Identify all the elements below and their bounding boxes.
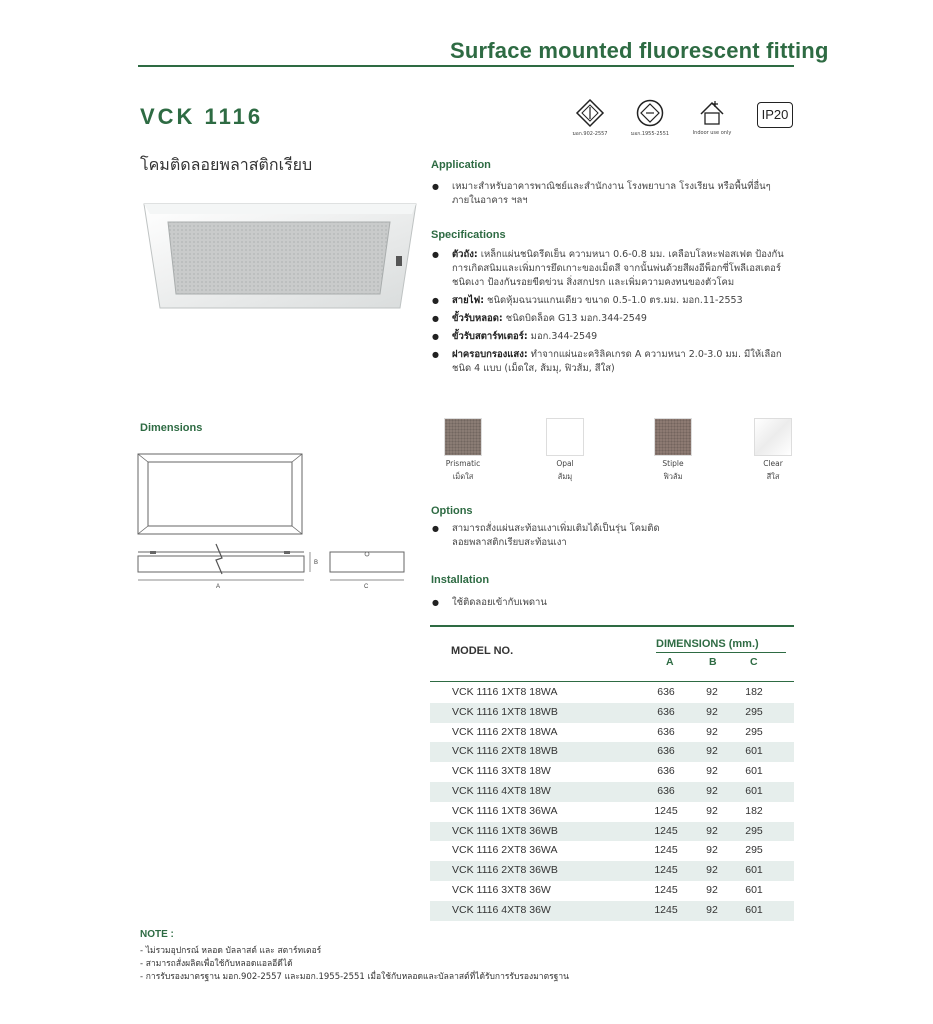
cell-b: 92 <box>706 883 718 896</box>
table-row <box>430 802 794 822</box>
spec-item-wiring <box>430 294 794 308</box>
cell-model: VCK 1116 3XT8 36W <box>452 883 551 896</box>
specifications-heading: Specifications <box>431 229 506 241</box>
application-heading: Application <box>431 159 491 171</box>
cell-b: 92 <box>706 844 718 857</box>
application-list <box>430 180 790 212</box>
tis-ul-mark-icon <box>635 98 665 128</box>
table-row <box>430 841 794 861</box>
cell-model: VCK 1116 3XT8 18W <box>452 765 551 778</box>
note-item: - สามารถสั่งผลิตเพื่อใช้กับหลอดแอลอีดีได้ <box>140 958 569 971</box>
cell-model: VCK 1116 2XT8 18WA <box>452 725 558 738</box>
spec-item-diffuser <box>430 348 794 376</box>
cell-c: 295 <box>745 824 763 837</box>
cell-c: 601 <box>745 765 763 778</box>
cell-a: 636 <box>657 765 675 778</box>
table-row <box>430 861 794 881</box>
cell-model: VCK 1116 1XT8 18WA <box>452 686 558 698</box>
table-row <box>430 822 794 842</box>
table-row <box>430 881 794 901</box>
diffuser-sample-stiple <box>648 418 698 482</box>
cell-a: 1245 <box>654 903 678 916</box>
certification-marks <box>565 98 797 142</box>
spec-value: ชนิดบิดล็อค G13 มอก.344-2549 <box>502 313 647 324</box>
indoor-house-icon <box>697 98 727 128</box>
spec-key: สายไฟ: <box>452 295 485 306</box>
cell-model: VCK 1116 1XT8 18WB <box>452 705 558 718</box>
cell-a: 1245 <box>654 824 678 837</box>
cell-b: 92 <box>706 784 718 797</box>
col-a-header: A <box>666 656 674 668</box>
cell-c: 295 <box>745 705 763 718</box>
cell-model: VCK 1116 4XT8 36W <box>452 903 551 916</box>
table-body <box>430 683 794 921</box>
spec-key: ขั้วรับหลอด: <box>452 313 503 324</box>
spec-key: ขั้วรับสตาร์ทเตอร์: <box>452 331 528 342</box>
cell-a: 636 <box>657 686 675 698</box>
installation-heading: Installation <box>431 574 490 586</box>
sample-thai: ฟิวส้ม <box>663 472 683 481</box>
table-row <box>430 742 794 762</box>
tis-mark-icon <box>575 98 605 128</box>
installation-list <box>430 596 730 614</box>
note-heading: NOTE : <box>140 929 174 940</box>
cell-model: VCK 1116 1XT8 36WA <box>452 804 558 817</box>
dimensions-header-rule <box>656 652 786 653</box>
cell-c: 295 <box>745 725 763 738</box>
sample-thai: เม็ดใส <box>452 472 474 481</box>
sample-name: Stiple <box>662 459 684 468</box>
sample-thai: ส้มมุ <box>557 472 573 481</box>
cell-b: 92 <box>706 864 718 877</box>
cell-c: 295 <box>745 844 763 857</box>
spec-key: ตัวถัง: <box>452 249 478 260</box>
cell-a: 1245 <box>654 883 678 896</box>
cell-c: 601 <box>745 784 763 797</box>
note-item: - การรับรองมาตรฐาน มอก.902-2557 และมอก.1955-2551 เมื่อใช้กับหลอดและบัลลาสต์ที่ได้รับการรับรองมาตรฐาน <box>140 971 569 984</box>
cert-caption: Indoor use only <box>692 130 732 136</box>
col-b-header: B <box>709 656 717 668</box>
cell-b: 92 <box>706 824 718 837</box>
indoor-use-mark <box>687 98 737 136</box>
diffuser-sample-clear <box>748 418 798 482</box>
dimension-label-c: C <box>364 584 369 590</box>
stiple-swatch <box>654 418 692 456</box>
cell-a: 1245 <box>654 864 678 877</box>
cell-a: 636 <box>657 705 675 718</box>
table-row <box>430 762 794 782</box>
dimensions-column-header: DIMENSIONS (mm.) <box>656 638 759 650</box>
note-list <box>140 945 569 984</box>
cell-model: VCK 1116 4XT8 18W <box>452 784 551 797</box>
dimension-drawing <box>134 448 414 608</box>
sample-name: Prismatic <box>445 459 481 468</box>
table-row <box>430 723 794 743</box>
sample-name: Opal <box>556 459 574 468</box>
product-thai-name: โคมติดลอยพลาสติกเรียบ <box>140 155 313 174</box>
cell-c: 601 <box>745 883 763 896</box>
cell-b: 92 <box>706 705 718 718</box>
cell-b: 92 <box>706 903 718 916</box>
cell-c: 601 <box>745 745 763 758</box>
cell-model: VCK 1116 2XT8 18WB <box>452 745 558 758</box>
dimension-label-b: B <box>314 560 319 566</box>
cell-c: 182 <box>745 686 763 698</box>
cell-a: 636 <box>657 784 675 797</box>
sample-name: Clear <box>763 459 783 468</box>
cell-a: 1245 <box>654 844 678 857</box>
table-row <box>430 782 794 802</box>
table-row <box>430 683 794 703</box>
cell-a: 1245 <box>654 804 678 817</box>
cell-model: VCK 1116 1XT8 36WB <box>452 824 558 837</box>
spec-value: ชนิดหุ้มฉนวนแกนเดียว ขนาด 0.5-1.0 ตร.มม. มอก.11-2553 <box>484 295 743 306</box>
cell-c: 601 <box>745 903 763 916</box>
tis-ul-mark <box>625 98 675 138</box>
cell-model: VCK 1116 2XT8 36WB <box>452 864 558 877</box>
cert-caption: มอก.902-2557 <box>572 131 608 137</box>
spec-value: ทำจากแผ่นอะคริลิคเกรด A ความหนา 2.0-3.0 มม. มีให้เลือกชนิด 4 แบบ (เม็ดใส, ส้มมุ, ฟิวส้ม, สีใส) <box>452 349 782 374</box>
diffuser-sample-prismatic <box>438 418 488 482</box>
product-model: VCK 1116 <box>140 104 264 129</box>
cell-model: VCK 1116 2XT8 36WA <box>452 844 558 857</box>
cell-c: 601 <box>745 864 763 877</box>
options-text: ● สามารถสั่งแผ่นสะท้อนเงาเพิ่มเติมได้เป็นรุ่น โคมติดลอยพลาสติกเรียบสะท้อนเงา <box>430 522 660 550</box>
dimensions-heading: Dimensions <box>140 422 203 434</box>
cell-b: 92 <box>706 804 718 817</box>
opal-swatch <box>546 418 584 456</box>
cell-b: 92 <box>706 725 718 738</box>
cell-b: 92 <box>706 745 718 758</box>
installation-text: ● ใช้ติดลอยเข้ากับเพดาน <box>430 596 730 610</box>
cell-b: 92 <box>706 686 718 698</box>
ip-rating-badge: IP20 <box>757 102 793 128</box>
table-row <box>430 703 794 723</box>
cell-a: 636 <box>657 725 675 738</box>
tis-mark <box>565 98 615 138</box>
table-top-rule <box>430 625 794 627</box>
table-header-rule <box>430 681 794 682</box>
cell-c: 182 <box>745 804 763 817</box>
spec-item-lampholder <box>430 312 794 326</box>
spec-value: เหล็กแผ่นชนิดรีดเย็น ความหนา 0.6-0.8 มม. เคลือบโลหะฟอสเฟต ป้องกันการเกิดสนิมและเพิ่มการยึดเกาะของเม็ดสี จากนั้นพ่นด้วยสีผงอีพ็อกซี่โพลีเอสเตอร์ชนิดเงา ป้องกันรอยขีดข่วน สิ่งสกปรก และเพิ่มความคงทนของตัวโคม <box>452 249 784 288</box>
sample-thai: สีใส <box>766 472 780 481</box>
header-divider <box>138 65 794 67</box>
page-header-title: Surface mounted fluorescent fitting <box>450 38 829 63</box>
note-item: - ไม่รวมอุปกรณ์ หลอด บัลลาสต์ และ สตาร์ทเตอร์ <box>140 945 569 958</box>
application-text: ● เหมาะสำหรับอาคารพาณิชย์และสำนักงาน โรงพยาบาล โรงเรียน หรือพื้นที่อื่นๆ ภายในอาคาร ฯลฯ <box>430 180 790 208</box>
options-heading: Options <box>431 505 473 517</box>
spec-item-starter <box>430 330 794 344</box>
spec-item-body <box>430 248 794 290</box>
diffuser-sample-opal <box>540 418 590 482</box>
model-column-header: MODEL NO. <box>451 645 514 657</box>
spec-key: ฝาครอบกรองแสง: <box>452 349 528 360</box>
cell-a: 636 <box>657 745 675 758</box>
spec-value: มอก.344-2549 <box>527 331 598 342</box>
prismatic-swatch <box>444 418 482 456</box>
cert-caption: มอก.1955-2551 <box>630 131 670 137</box>
clear-swatch <box>754 418 792 456</box>
diffuser-samples <box>438 418 798 490</box>
cell-b: 92 <box>706 765 718 778</box>
options-list <box>430 522 660 554</box>
dimension-label-a: A <box>216 584 221 590</box>
product-photo <box>140 196 420 316</box>
table-row <box>430 901 794 921</box>
col-c-header: C <box>750 656 758 668</box>
specifications-list <box>430 248 794 380</box>
